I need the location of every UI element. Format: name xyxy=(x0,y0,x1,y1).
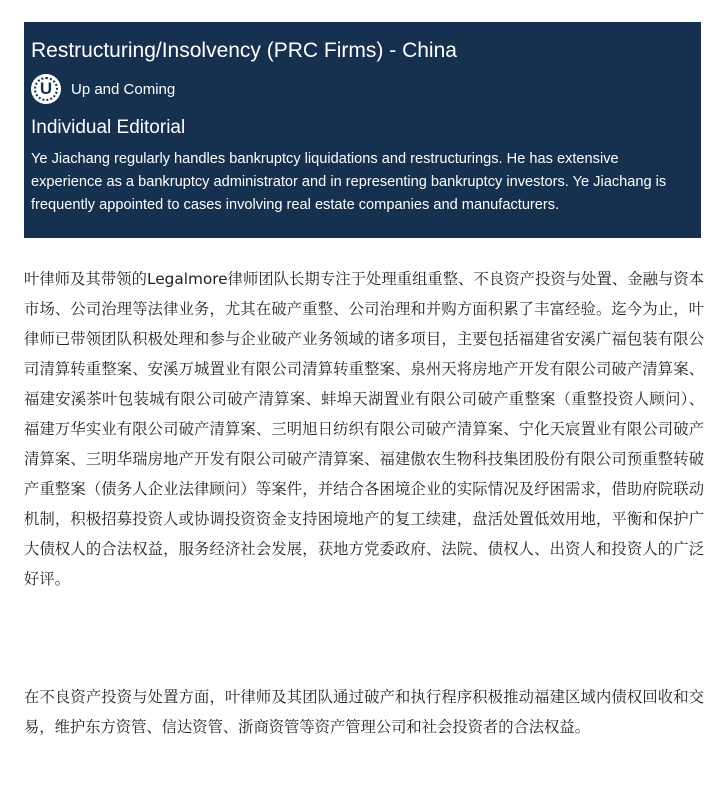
ranking-title: Restructuring/Insolvency (PRC Firms) - China xyxy=(31,39,457,62)
badge-label: Up and Coming xyxy=(71,80,176,98)
body-paragraph-1: 叶律师及其带领的Legalmore律师团队长期专注于处理重组重整、不良资产投资与处置、金融与资本市场、公司治理等法律业务，尤其在破产重整、公司治理和并购方面积累了丰富经验。迄今为止，叶律师已带领团队积极处理和参与企业破产业务领域的诸多项目，主要包括福建省安溪广福包装有限公司清算转重整案、安溪万城置业有限公司清算转重整案、泉州天将房地产开发有限公司破产清算案、福建安溪茶叶包装城有限公司破产清算案、蚌埠天湖置业有限公司破产重整案（重整投资人顾问）、福建万华实业有限公司破产清算案、三明旭日纺织有限公司破产清算案、宁化天宸置业有限公司破产清算案、三明华瑞房地产开发有限公司破产清算案、福建傲农生物科技集团股份有限公司预重整转破产重整案（债务人企业法律顾问）等案件，并结合各困境企业的实际情况及纾困需求，借助府院联动机制，积极招募投资人或协调投资资金支持困境地产的复工续建，盘活处置低效用地，平衡和保护广大债权人的合法权益，服务经济社会发展，获地方党委政府、法院、债权人、出资人和投资人的广泛好评。 xyxy=(24,270,704,588)
editorial-heading: Individual Editorial xyxy=(31,117,186,138)
ranking-card xyxy=(24,22,701,238)
body-paragraph-2: 在不良资产投资与处置方面，叶律师及其团队通过破产和执行程序积极推动福建区域内债权回收和交易，维护东方资管、信达资管、浙商资管等资产管理公司和社会投资者的合法权益。 xyxy=(24,688,704,736)
ranking-badge xyxy=(31,74,693,104)
editorial-text: Ye Jiachang regularly handles bankruptcy liquidations and restructurings. He has extensive experience as a bankruptcy administrator and in representing bankruptcy investors. Ye Jiachang is frequently appointed to cases involving real estate companies and manufacturers. xyxy=(31,151,667,213)
chambers-u-icon: U xyxy=(31,74,61,104)
